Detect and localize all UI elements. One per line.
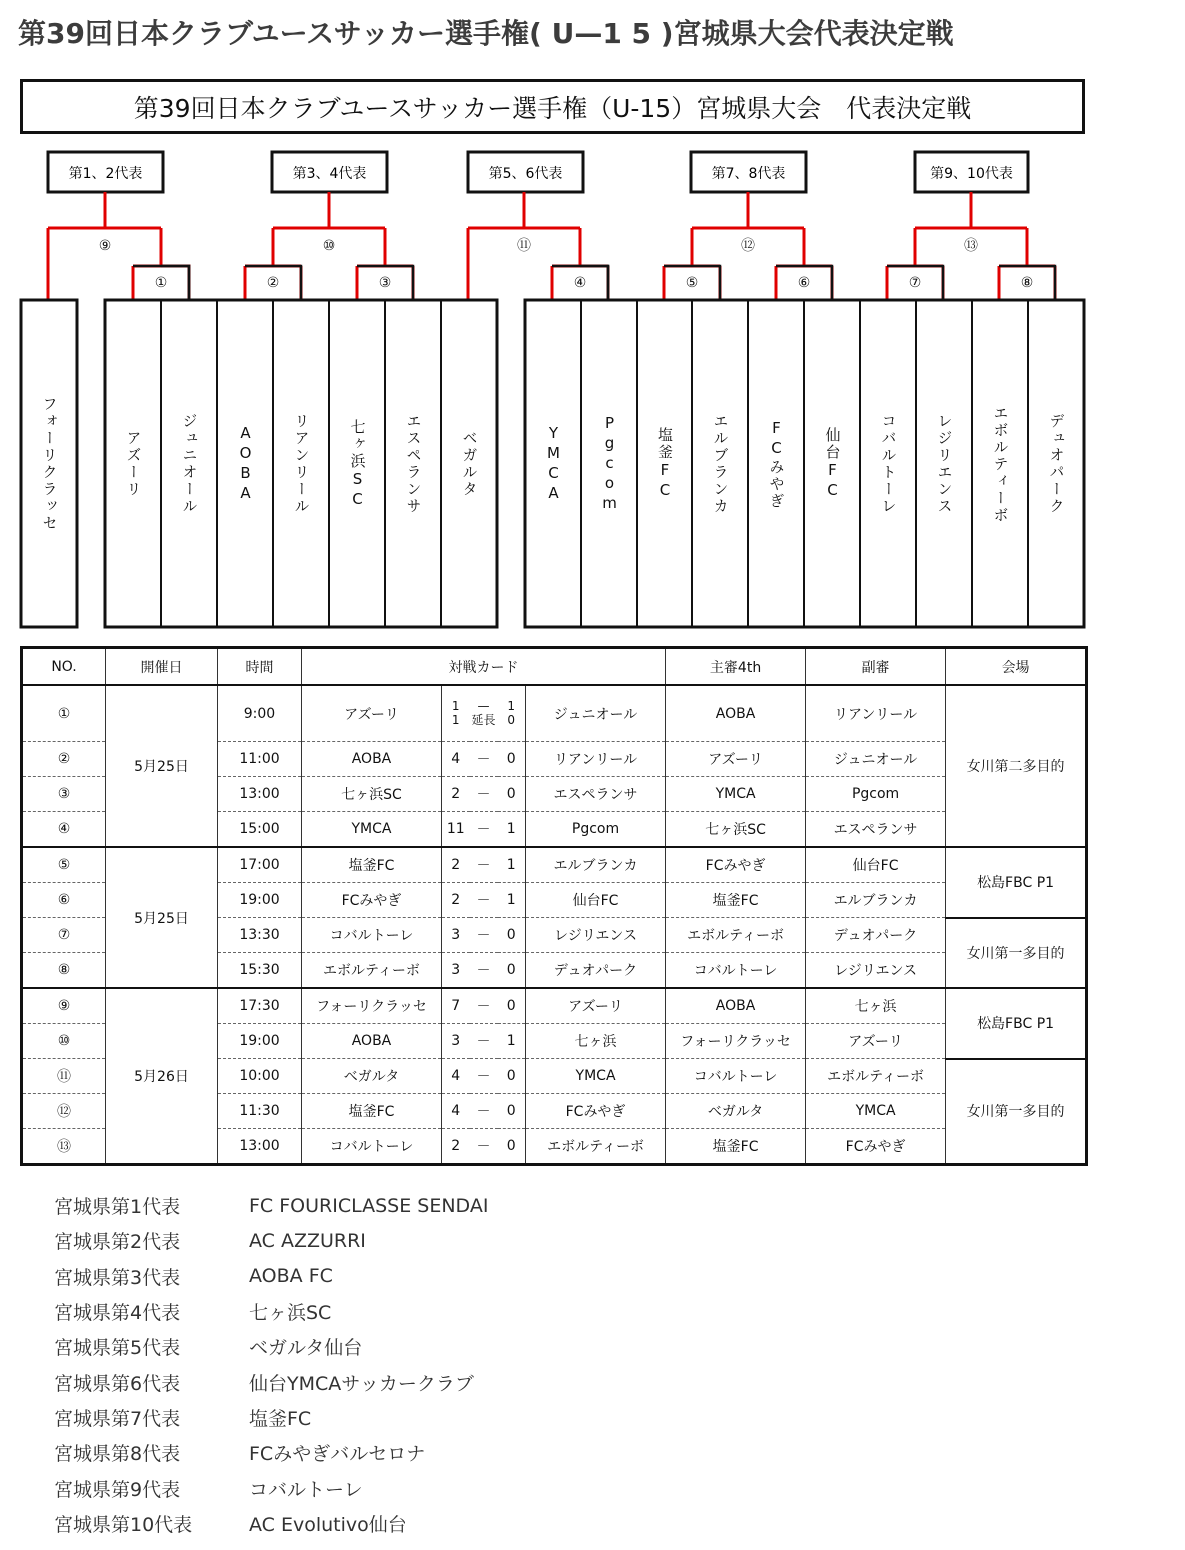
match-time: 11:30 xyxy=(218,1094,302,1129)
score-separator: － xyxy=(470,988,498,1024)
home-score: 2 xyxy=(442,847,470,883)
home-score: 1 1 xyxy=(442,685,470,742)
representative-team: AOBA FC xyxy=(249,1265,333,1288)
representative-label: 宮城県第4代表 xyxy=(54,1302,181,1325)
representative-label: 宮城県第3代表 xyxy=(54,1266,181,1289)
away-team: 七ヶ浜 xyxy=(526,1024,666,1059)
page-title: 第39回日本クラブユースサッカー選手権( U—1 5 )宮城県大会代表決定戦 xyxy=(18,17,954,50)
match-time: 19:00 xyxy=(218,883,302,918)
assistant-referee: デュオパーク xyxy=(806,918,946,953)
header-match: 対戦カード xyxy=(302,648,666,686)
match-time: 9:00 xyxy=(218,685,302,742)
svg-text:第5、6代表: 第5、6代表 xyxy=(488,166,563,182)
schedule-header-row xyxy=(22,648,1087,686)
away-team: FCみやぎ xyxy=(526,1094,666,1129)
venue: 女川第一多目的 xyxy=(946,1059,1087,1165)
score-separator: － xyxy=(470,777,498,812)
match-time: 11:00 xyxy=(218,742,302,777)
header-time: 時間 xyxy=(218,648,302,686)
match-label-3: ③ xyxy=(378,275,392,291)
team-name-7: エスペランサ xyxy=(404,413,423,515)
match-no: ⑥ xyxy=(22,883,106,918)
referee: コバルトーレ xyxy=(666,1059,806,1094)
referee: 塩釜FC xyxy=(666,1129,806,1165)
representative-row xyxy=(54,1329,488,1364)
score-separator: － xyxy=(470,883,498,918)
assistant-referee: Pgcom xyxy=(806,777,946,812)
score-separator: － xyxy=(470,1129,498,1165)
header-venue: 会場 xyxy=(946,648,1087,686)
representative-team: FC FOURICLASSE SENDAI xyxy=(249,1194,489,1217)
representative-row xyxy=(54,1435,488,1470)
away-score: 1 xyxy=(498,847,526,883)
home-team: YMCA xyxy=(302,812,442,848)
team-name-1: フォーリクラッセ xyxy=(40,396,59,532)
referee: アズーリ xyxy=(666,742,806,777)
svg-text:第7、8代表: 第7、8代表 xyxy=(711,166,786,182)
assistant-referee: エボルティーボ xyxy=(806,1059,946,1094)
home-score: 2 xyxy=(442,1129,470,1165)
svg-text:第9、10代表: 第9、10代表 xyxy=(930,166,1013,182)
match-label-1: ① xyxy=(154,275,168,291)
away-score: 0 xyxy=(498,1129,526,1165)
assistant-referee: YMCA xyxy=(806,1094,946,1129)
match-time: 17:30 xyxy=(218,988,302,1024)
representative-team: FCみやぎバルセロナ xyxy=(249,1443,426,1466)
match-no: ⑬ xyxy=(22,1129,106,1165)
home-score: 3 xyxy=(442,1024,470,1059)
home-team: AOBA xyxy=(302,1024,442,1059)
assistant-referee: FCみやぎ xyxy=(806,1129,946,1165)
referee: ベガルタ xyxy=(666,1094,806,1129)
away-score: 1 xyxy=(498,883,526,918)
referee: 塩釜FC xyxy=(666,883,806,918)
home-score: 2 xyxy=(442,883,470,918)
referee: AOBA xyxy=(666,685,806,742)
match-label-8: ⑧ xyxy=(1020,275,1034,291)
match-no: ④ xyxy=(22,812,106,848)
away-team: 仙台FC xyxy=(526,883,666,918)
score-separator: － xyxy=(470,812,498,848)
match-no: ① xyxy=(22,685,106,742)
home-team: FCみやぎ xyxy=(302,883,442,918)
svg-text:第1、2代表: 第1、2代表 xyxy=(68,166,143,182)
match-no: ③ xyxy=(22,777,106,812)
match-no: ⑫ xyxy=(22,1094,106,1129)
representatives-list xyxy=(54,1188,488,1541)
match-no: ⑪ xyxy=(22,1059,106,1094)
team-name-10: Pgcom xyxy=(600,414,619,514)
score-separator: － xyxy=(470,953,498,989)
away-score: 1 xyxy=(498,812,526,848)
match-no: ② xyxy=(22,742,106,777)
assistant-referee: ジュニオール xyxy=(806,742,946,777)
group-label-3 xyxy=(468,152,583,192)
schedule-body xyxy=(22,685,1087,1165)
away-score: 0 xyxy=(498,1094,526,1129)
home-score: 7 xyxy=(442,988,470,1024)
match-label-6: ⑥ xyxy=(797,275,811,291)
away-team: エルブランカ xyxy=(526,847,666,883)
match-label-11: ⑪ xyxy=(517,238,531,254)
representative-team: 仙台YMCAサッカークラブ xyxy=(249,1372,474,1395)
team-name-17: エボルティーボ xyxy=(991,404,1010,524)
group-label-4 xyxy=(691,152,806,192)
assistant-referee: レジリエンス xyxy=(806,953,946,989)
score-separator: － xyxy=(470,742,498,777)
representative-row xyxy=(54,1188,488,1223)
home-team: 塩釜FC xyxy=(302,1094,442,1129)
representative-team: ベガルタ仙台 xyxy=(249,1337,363,1360)
away-score: 0 xyxy=(498,953,526,989)
representative-label: 宮城県第7代表 xyxy=(54,1407,181,1430)
venue: 女川第二多目的 xyxy=(946,685,1087,847)
away-score: 0 xyxy=(498,918,526,953)
representative-row xyxy=(54,1470,488,1505)
representative-label: 宮城県第5代表 xyxy=(54,1337,181,1360)
representative-label: 宮城県第10代表 xyxy=(54,1513,193,1536)
match-time: 15:00 xyxy=(218,812,302,848)
home-team: 塩釜FC xyxy=(302,847,442,883)
home-team: エボルティーボ xyxy=(302,953,442,989)
team-name-16: レジリエンス xyxy=(935,413,954,515)
away-team: ジュニオール xyxy=(526,685,666,742)
representative-row xyxy=(54,1400,488,1435)
representative-team: 塩釜FC xyxy=(249,1407,312,1430)
home-team: 七ヶ浜SC xyxy=(302,777,442,812)
assistant-referee: 仙台FC xyxy=(806,847,946,883)
match-time: 17:00 xyxy=(218,847,302,883)
match-date: 5月25日 xyxy=(106,847,218,988)
home-team: アズーリ xyxy=(302,685,442,742)
away-team: アズーリ xyxy=(526,988,666,1024)
assistant-referee: リアンリール xyxy=(806,685,946,742)
representative-team: 七ヶ浜SC xyxy=(249,1302,332,1325)
score-separator: － xyxy=(470,918,498,953)
venue: 女川第一多目的 xyxy=(946,918,1087,989)
home-team: コバルトーレ xyxy=(302,1129,442,1165)
match-time: 19:00 xyxy=(218,1024,302,1059)
team-name-11: 塩釜FC xyxy=(656,427,674,501)
away-score: 0 xyxy=(498,1059,526,1094)
home-team: コバルトーレ xyxy=(302,918,442,953)
representative-row xyxy=(54,1364,488,1399)
match-time: 15:30 xyxy=(218,953,302,989)
match-label-13: ⑬ xyxy=(964,238,978,254)
match-time: 10:00 xyxy=(218,1059,302,1094)
match-label-7: ⑦ xyxy=(908,275,922,291)
bracket-lines xyxy=(48,192,1055,299)
match-no: ⑩ xyxy=(22,1024,106,1059)
team-name-3: ジュニオール xyxy=(180,413,199,515)
team-name-13: FCみやぎ xyxy=(767,418,786,510)
score-separator: － xyxy=(470,1024,498,1059)
score-separator: － xyxy=(470,847,498,883)
home-score: 4 xyxy=(442,742,470,777)
home-team: フォーリクラッセ xyxy=(302,988,442,1024)
header-referee: 主審4th xyxy=(666,648,806,686)
representative-row xyxy=(54,1259,488,1294)
match-time: 13:00 xyxy=(218,1129,302,1165)
venue: 松島FBC P1 xyxy=(946,847,1087,918)
home-score: 4 xyxy=(442,1094,470,1129)
match-label-5: ⑤ xyxy=(685,275,699,291)
assistant-referee: 七ヶ浜 xyxy=(806,988,946,1024)
group-label-5 xyxy=(915,152,1028,192)
assistant-referee: エルブランカ xyxy=(806,883,946,918)
home-score: 3 xyxy=(442,953,470,989)
away-score: 0 xyxy=(498,988,526,1024)
home-score: 2 xyxy=(442,777,470,812)
away-team: エスペランサ xyxy=(526,777,666,812)
away-team: Pgcom xyxy=(526,812,666,848)
team-name-18: デュオパーク xyxy=(1047,413,1066,515)
venue: 松島FBC P1 xyxy=(946,988,1087,1059)
team-name-5: リアンリール xyxy=(292,413,311,515)
home-team: ベガルタ xyxy=(302,1059,442,1094)
home-score: 11 xyxy=(442,812,470,848)
away-team: デュオパーク xyxy=(526,953,666,989)
match-label-2: ② xyxy=(266,275,280,291)
match-no: ⑨ xyxy=(22,988,106,1024)
referee: 七ヶ浜SC xyxy=(666,812,806,848)
referee: YMCA xyxy=(666,777,806,812)
schedule-table xyxy=(20,646,1088,1166)
representative-label: 宮城県第1代表 xyxy=(54,1196,181,1219)
header-no: NO. xyxy=(22,648,106,686)
referee: FCみやぎ xyxy=(666,847,806,883)
match-label-9: ⑨ xyxy=(98,238,112,254)
match-label-10: ⑩ xyxy=(322,238,336,254)
assistant-referee: アズーリ xyxy=(806,1024,946,1059)
score-separator: － xyxy=(470,1059,498,1094)
away-team: レジリエンス xyxy=(526,918,666,953)
home-score: 4 xyxy=(442,1059,470,1094)
representative-label: 宮城県第2代表 xyxy=(54,1231,181,1254)
match-no: ⑧ xyxy=(22,953,106,989)
team-name-9: YMCA xyxy=(544,424,563,504)
banner-title: 第39回日本クラブユースサッカー選手権（U-15）宮城県大会 代表決定戦 xyxy=(133,93,972,123)
group-label-1 xyxy=(48,152,163,192)
table-row xyxy=(22,988,1087,1024)
representative-team: AC AZZURRI xyxy=(249,1229,366,1252)
match-no: ⑦ xyxy=(22,918,106,953)
team-name-12: エルブランカ xyxy=(711,413,730,515)
representative-label: 宮城県第8代表 xyxy=(54,1443,181,1466)
home-score: 3 xyxy=(442,918,470,953)
match-time: 13:00 xyxy=(218,777,302,812)
team-name-8: ベガルタ xyxy=(460,430,479,498)
referee: コバルトーレ xyxy=(666,953,806,989)
referee: AOBA xyxy=(666,988,806,1024)
team-name-6: 七ヶ浜SC xyxy=(348,418,367,510)
match-no: ⑤ xyxy=(22,847,106,883)
away-score: 0 xyxy=(498,742,526,777)
match-label-4: ④ xyxy=(573,275,587,291)
representative-label: 宮城県第9代表 xyxy=(54,1478,181,1501)
representative-row xyxy=(54,1294,488,1329)
team-name-4: AOBA xyxy=(236,424,255,504)
referee: フォーリクラッセ xyxy=(666,1024,806,1059)
table-row xyxy=(22,847,1087,883)
group-label-2 xyxy=(272,152,387,192)
header-assistant: 副審 xyxy=(806,648,946,686)
referee: エボルティーボ xyxy=(666,918,806,953)
representative-team: AC Evolutivo仙台 xyxy=(249,1513,407,1536)
away-score: 0 xyxy=(498,777,526,812)
svg-text:第3、4代表: 第3、4代表 xyxy=(292,166,367,182)
score-separator: － xyxy=(470,1094,498,1129)
table-row xyxy=(22,685,1087,742)
representative-label: 宮城県第6代表 xyxy=(54,1372,181,1395)
match-label-12: ⑫ xyxy=(741,238,755,254)
header-date: 開催日 xyxy=(106,648,218,686)
representative-row xyxy=(54,1506,488,1541)
team-name-14: 仙台FC xyxy=(823,427,842,501)
away-team: エボルティーボ xyxy=(526,1129,666,1165)
away-team: YMCA xyxy=(526,1059,666,1094)
match-date: 5月26日 xyxy=(106,988,218,1165)
away-score: 1 xyxy=(498,1024,526,1059)
extra-time-label: — 延長 xyxy=(470,685,498,742)
team-name-2: アズーリ xyxy=(124,430,143,498)
match-time: 13:30 xyxy=(218,918,302,953)
team-name-15: コバルトーレ xyxy=(879,413,898,515)
match-date: 5月25日 xyxy=(106,685,218,847)
away-team: リアンリール xyxy=(526,742,666,777)
away-score: 1 0 xyxy=(498,685,526,742)
home-team: AOBA xyxy=(302,742,442,777)
representative-team: コバルトーレ xyxy=(249,1478,363,1501)
representative-row xyxy=(54,1223,488,1258)
assistant-referee: エスペランサ xyxy=(806,812,946,848)
